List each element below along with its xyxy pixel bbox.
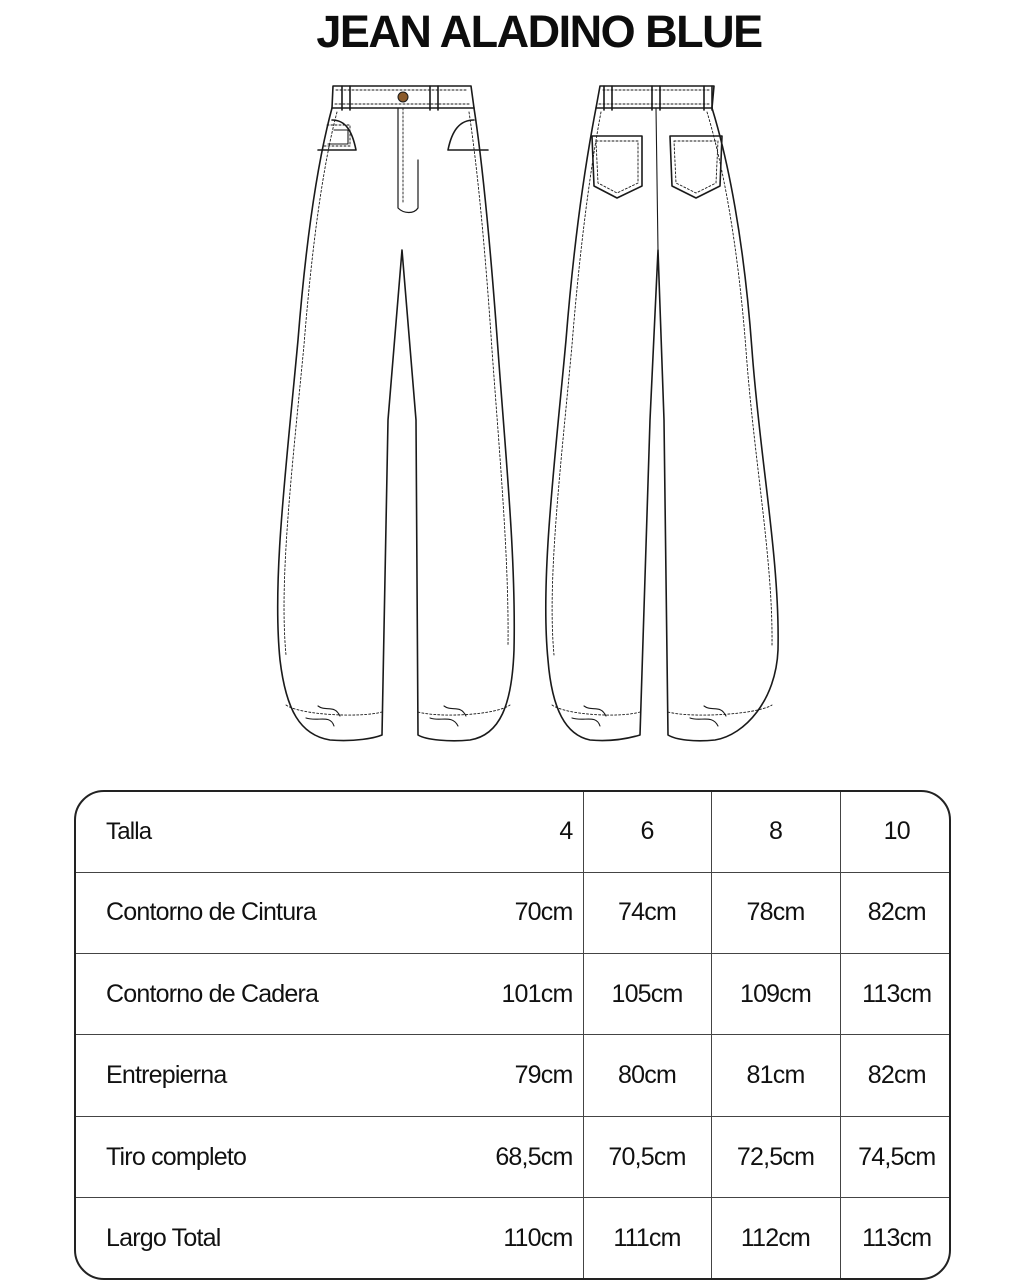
measure-value: 113cm bbox=[862, 1223, 932, 1252]
measure-label: Tiro completo bbox=[76, 1116, 466, 1197]
measure-value: 105cm bbox=[583, 954, 711, 1035]
measure-label: Contorno de Cintura bbox=[76, 872, 466, 953]
measure-value: 68,5cm bbox=[466, 1116, 583, 1197]
table-row bbox=[76, 1198, 951, 1278]
size-header-row bbox=[76, 792, 951, 872]
measure-value: 112cm bbox=[711, 1198, 840, 1278]
measure-label: Entrepierna bbox=[76, 1035, 466, 1116]
measure-value: 109cm bbox=[711, 954, 840, 1035]
table-row bbox=[76, 954, 951, 1035]
measure-value: 82cm bbox=[840, 872, 951, 953]
measure-label: Contorno de Cadera bbox=[76, 954, 466, 1035]
measure-value: 70cm bbox=[466, 872, 583, 953]
measure-value: 101cm bbox=[466, 954, 583, 1035]
jeans-back-icon bbox=[546, 86, 778, 741]
measure-value: 80cm bbox=[583, 1035, 711, 1116]
table-row bbox=[76, 872, 951, 953]
button-icon bbox=[398, 92, 408, 102]
table-row bbox=[76, 1116, 951, 1197]
measure-value: 113cm bbox=[840, 954, 951, 1035]
size-10: 10 bbox=[840, 792, 951, 872]
measure-value: 78cm bbox=[711, 872, 840, 953]
table-row bbox=[76, 1035, 951, 1116]
jeans-front-icon bbox=[278, 86, 515, 741]
page-title: JEAN ALADINO BLUE bbox=[316, 6, 762, 57]
size-6: 6 bbox=[583, 792, 711, 872]
measure-value: 70,5cm bbox=[583, 1116, 711, 1197]
measure-value: 111cm bbox=[583, 1198, 711, 1278]
measure-value: 74cm bbox=[583, 872, 711, 953]
jeans-technical-drawing bbox=[0, 70, 1024, 760]
measure-value: 79cm bbox=[466, 1035, 583, 1116]
measure-value: 74,5cm bbox=[840, 1116, 951, 1197]
measure-value: 82cm bbox=[840, 1035, 951, 1116]
measure-value: 81cm bbox=[711, 1035, 840, 1116]
size-8: 8 bbox=[711, 792, 840, 872]
size-label: Talla bbox=[76, 792, 466, 872]
size-4: 4 bbox=[466, 792, 583, 872]
measure-label: Largo Total bbox=[106, 1223, 221, 1252]
measure-value: 72,5cm bbox=[711, 1116, 840, 1197]
size-chart bbox=[74, 790, 951, 1280]
measure-value: 110cm bbox=[466, 1198, 583, 1278]
